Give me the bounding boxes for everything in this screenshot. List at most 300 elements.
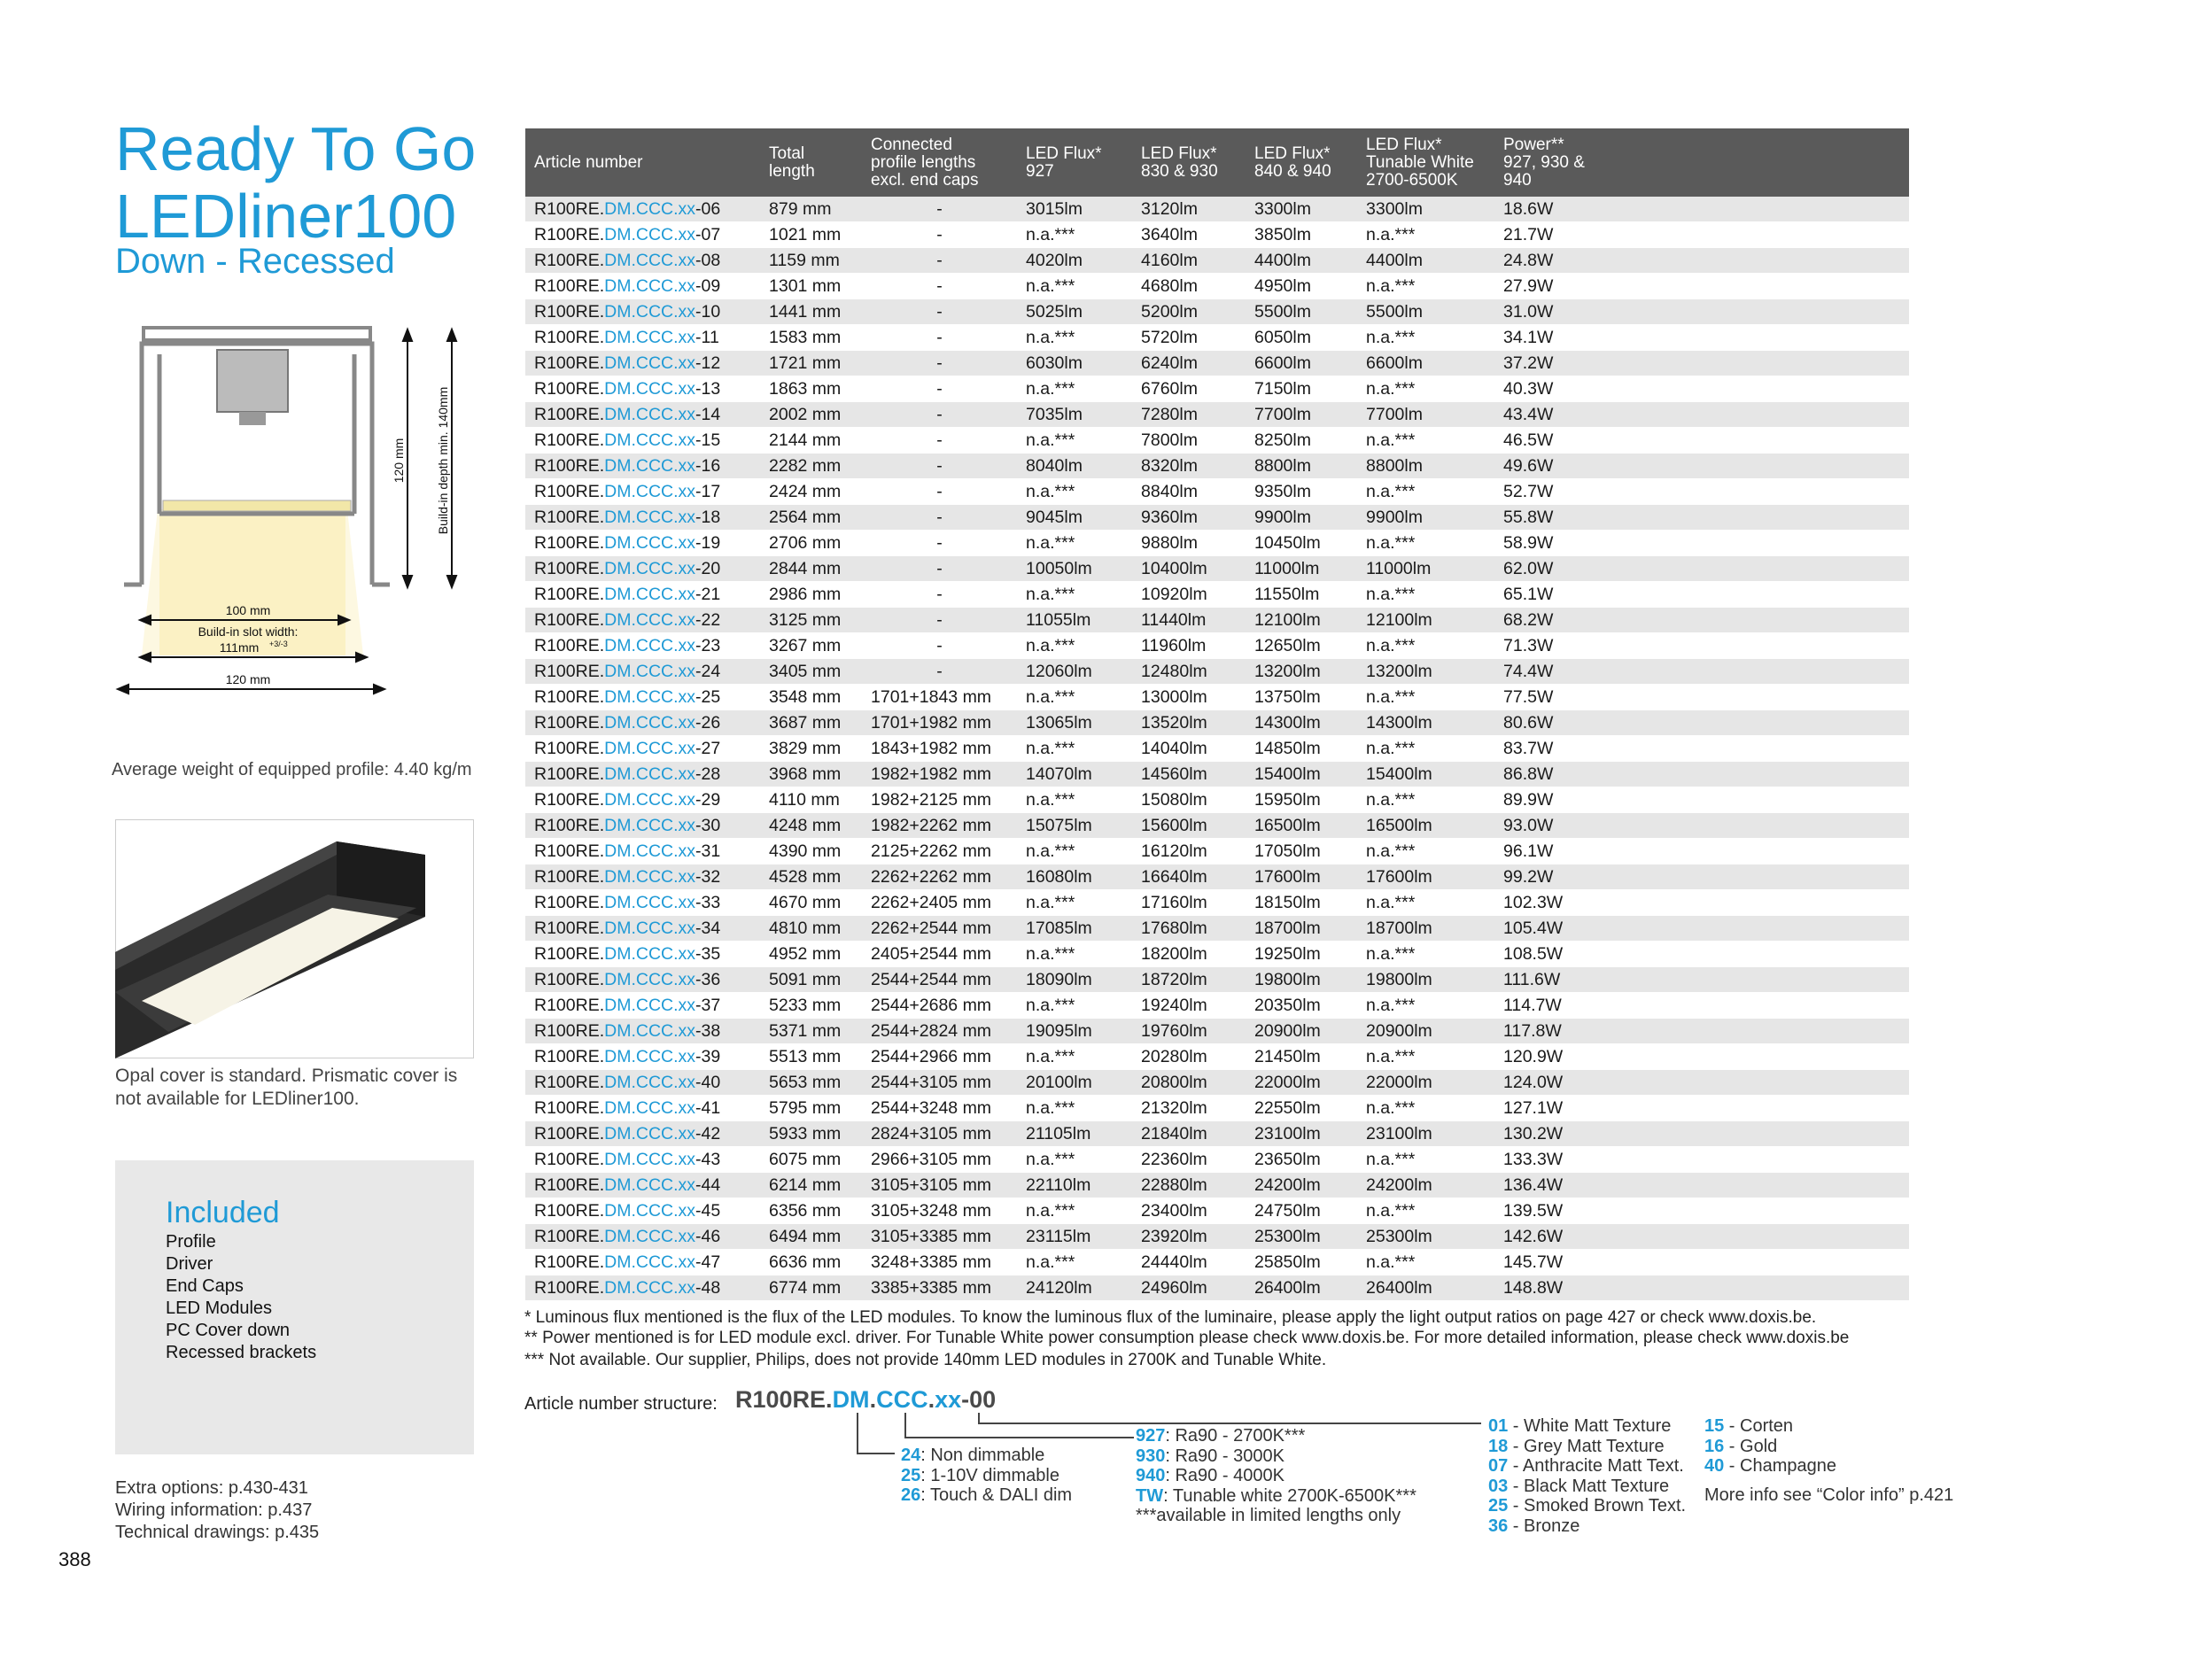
table-cell: 2002 mm <box>760 402 862 428</box>
article-prefix: R100RE. <box>534 1226 605 1246</box>
table-cell: 1721 mm <box>760 351 862 376</box>
article-prefix: R100RE. <box>534 275 605 296</box>
dim-120-width: 120 mm <box>225 672 271 686</box>
article-number-cell <box>525 839 760 864</box>
table-cell: 6356 mm <box>760 1198 862 1224</box>
article-suffix: -38 <box>695 1020 721 1041</box>
table-cell: 9350lm <box>1246 479 1357 505</box>
article-number-cell <box>525 299 760 325</box>
article-number-cell <box>525 916 760 942</box>
footnote-1: * Luminous flux mentioned is the flux of the LED modules. To know the luminous flux of the luminaire, please apply the light output ratios on page 427 or check www.doxis.be. <box>524 1308 1817 1327</box>
table-row <box>525 1121 1909 1147</box>
column-header <box>525 128 760 197</box>
table-cell: n.a.*** <box>1017 582 1132 608</box>
column-header-line: Total <box>769 143 805 163</box>
table-cell: 3105+3248 mm <box>862 1198 1017 1224</box>
table-cell: 14300lm <box>1357 710 1494 736</box>
table-cell: 16500lm <box>1357 813 1494 839</box>
table-cell: 20900lm <box>1357 1019 1494 1044</box>
article-variable-part: DM.CCC.xx <box>604 558 696 578</box>
table-cell: 6214 mm <box>760 1173 862 1198</box>
table-cell: n.a.*** <box>1357 633 1494 659</box>
table-cell: 1583 mm <box>760 325 862 351</box>
column-header-line: LED Flux* <box>1026 143 1102 163</box>
article-prefix: R100RE. <box>534 1097 605 1118</box>
table-cell: 24440lm <box>1132 1250 1246 1275</box>
article-prefix: R100RE. <box>534 532 605 553</box>
article-number-cell <box>525 813 760 839</box>
table-cell: n.a.*** <box>1017 479 1132 505</box>
table-cell: - <box>862 351 1017 376</box>
article-number-cell <box>525 248 760 274</box>
table-cell: 2706 mm <box>760 531 862 556</box>
table-cell: 14850lm <box>1246 736 1357 762</box>
table-row <box>525 942 1909 967</box>
table-cell: n.a.*** <box>1357 1044 1494 1070</box>
article-suffix: -25 <box>695 686 721 707</box>
article-prefix: R100RE. <box>534 404 605 424</box>
article-variable-part: DM.CCC.xx <box>604 1226 696 1246</box>
article-suffix: -26 <box>695 712 721 733</box>
article-variable-part: DM.CCC.xx <box>604 943 696 964</box>
table-cell: n.a.*** <box>1017 274 1132 299</box>
table-cell: 23100lm <box>1357 1121 1494 1147</box>
table-row <box>525 479 1909 505</box>
extra-info <box>115 1477 319 1544</box>
table-cell: 4680lm <box>1132 274 1246 299</box>
table-cell: - <box>862 197 1017 222</box>
table-cell: n.a.*** <box>1017 993 1132 1019</box>
code-part-dot: . <box>869 1386 877 1413</box>
table-cell: 55.8W <box>1494 505 1909 531</box>
article-variable-part: DM.CCC.xx <box>604 841 696 861</box>
table-cell: 23100lm <box>1246 1121 1357 1147</box>
legend-item: 26: Touch & DALI dim <box>901 1485 1073 1505</box>
column-header-line: 927, 930 & <box>1503 152 1585 172</box>
table-cell: n.a.*** <box>1357 479 1494 505</box>
table-cell: - <box>862 299 1017 325</box>
article-suffix: -39 <box>695 1046 721 1066</box>
cct-note: ***available in limited lengths only <box>1136 1506 1401 1525</box>
article-prefix: R100RE. <box>534 430 605 450</box>
table-cell: n.a.*** <box>1357 531 1494 556</box>
article-suffix: -30 <box>695 815 721 835</box>
list-item: Driver <box>166 1254 213 1274</box>
article-suffix: -27 <box>695 738 721 758</box>
table-cell: 6494 mm <box>760 1224 862 1250</box>
table-cell: 3248+3385 mm <box>862 1250 1017 1275</box>
legend-item: 03 - Black Matt Texture <box>1488 1476 1670 1496</box>
article-prefix: R100RE. <box>534 1072 605 1092</box>
article-number-cell <box>525 1070 760 1096</box>
article-prefix: R100RE. <box>534 943 605 964</box>
table-cell: 5091 mm <box>760 967 862 993</box>
table-cell: 117.8W <box>1494 1019 1909 1044</box>
table-cell: n.a.*** <box>1017 633 1132 659</box>
legend-item: 07 - Anthracite Matt Text. <box>1488 1456 1684 1476</box>
dim-120-height: 120 mm <box>392 438 406 484</box>
table-cell: 4950lm <box>1246 274 1357 299</box>
table-cell: - <box>862 222 1017 248</box>
table-row <box>525 1275 1909 1301</box>
column-header <box>1494 128 1909 197</box>
table-cell: 52.7W <box>1494 479 1909 505</box>
article-prefix: R100RE. <box>534 918 605 938</box>
article-number-cell <box>525 787 760 813</box>
table-cell: 4390 mm <box>760 839 862 864</box>
article-number-cell <box>525 685 760 710</box>
article-variable-part: DM.CCC.xx <box>604 866 696 887</box>
table-cell: 6760lm <box>1132 376 1246 402</box>
article-prefix: R100RE. <box>534 789 605 810</box>
table-cell: - <box>862 248 1017 274</box>
code-part-dimming: DM <box>832 1386 870 1413</box>
article-number-cell <box>525 1147 760 1173</box>
table-cell: 16120lm <box>1132 839 1246 864</box>
table-cell: 86.8W <box>1494 762 1909 787</box>
article-variable-part: DM.CCC.xx <box>604 815 696 835</box>
table-cell: - <box>862 659 1017 685</box>
color-legend-1 <box>1488 1416 1686 1536</box>
article-suffix: -28 <box>695 764 721 784</box>
article-prefix: R100RE. <box>534 609 605 630</box>
column-header-line: 840 & 940 <box>1254 161 1331 181</box>
article-prefix: R100RE. <box>534 327 605 347</box>
column-header-line: 830 & 930 <box>1141 161 1218 181</box>
structure-label: Article number structure: <box>524 1394 718 1414</box>
article-number-cell <box>525 402 760 428</box>
article-variable-part: DM.CCC.xx <box>604 275 696 296</box>
code-part-cct: CCC <box>876 1386 928 1413</box>
page-number: 388 <box>58 1548 91 1570</box>
article-variable-part: DM.CCC.xx <box>604 1277 696 1298</box>
article-variable-part: DM.CCC.xx <box>604 892 696 912</box>
table-cell: 1159 mm <box>760 248 862 274</box>
table-cell: n.a.*** <box>1017 787 1132 813</box>
table-cell: n.a.*** <box>1357 1198 1494 1224</box>
table-cell: 4160lm <box>1132 248 1246 274</box>
table-cell: 12060lm <box>1017 659 1132 685</box>
table-cell: 13200lm <box>1357 659 1494 685</box>
column-header-line: LED Flux* <box>1141 143 1217 163</box>
article-suffix: -17 <box>695 481 721 501</box>
table-row <box>525 376 1909 402</box>
article-suffix: -18 <box>695 507 721 527</box>
extra-info-line: Wiring information: p.437 <box>115 1500 313 1520</box>
table-cell: 23920lm <box>1132 1224 1246 1250</box>
table-cell: 1863 mm <box>760 376 862 402</box>
table-cell: 26400lm <box>1246 1275 1357 1301</box>
table-cell: 2544+3105 mm <box>862 1070 1017 1096</box>
article-variable-part: DM.CCC.xx <box>604 995 696 1015</box>
table-row <box>525 813 1909 839</box>
table-cell: 19760lm <box>1132 1019 1246 1044</box>
table-cell: n.a.*** <box>1017 222 1132 248</box>
table-cell: n.a.*** <box>1357 685 1494 710</box>
article-suffix: -09 <box>695 275 721 296</box>
table-cell: n.a.*** <box>1357 993 1494 1019</box>
table-cell: n.a.*** <box>1357 942 1494 967</box>
table-cell: 20100lm <box>1017 1070 1132 1096</box>
table-row <box>525 1173 1909 1198</box>
table-cell: 1701+1982 mm <box>862 710 1017 736</box>
table-row <box>525 1096 1909 1121</box>
article-variable-part: DM.CCC.xx <box>604 1072 696 1092</box>
article-prefix: R100RE. <box>534 198 605 219</box>
table-cell: 5200lm <box>1132 299 1246 325</box>
article-number-cell <box>525 633 760 659</box>
slot-width-label: Build-in slot width: <box>198 624 299 639</box>
table-cell: 6636 mm <box>760 1250 862 1275</box>
table-cell: 89.9W <box>1494 787 1909 813</box>
table-cell: 3548 mm <box>760 685 862 710</box>
article-prefix: R100RE. <box>534 995 605 1015</box>
legend-item: 40 - Champagne <box>1704 1456 1836 1476</box>
table-row <box>525 505 1909 531</box>
table-cell: 21840lm <box>1132 1121 1246 1147</box>
table-cell: 6050lm <box>1246 325 1357 351</box>
table-cell: 15400lm <box>1246 762 1357 787</box>
table-cell: 12480lm <box>1132 659 1246 685</box>
table-cell: 1301 mm <box>760 274 862 299</box>
table-cell: 2564 mm <box>760 505 862 531</box>
legend-item: 16 - Gold <box>1704 1436 1778 1456</box>
legend-item: 927: Ra90 - 2700K*** <box>1136 1426 1306 1446</box>
table-cell: 14070lm <box>1017 762 1132 787</box>
table-cell: 5513 mm <box>760 1044 862 1070</box>
table-cell: 25300lm <box>1246 1224 1357 1250</box>
article-variable-part: DM.CCC.xx <box>604 507 696 527</box>
article-prefix: R100RE. <box>534 892 605 912</box>
table-cell: 15400lm <box>1357 762 1494 787</box>
article-prefix: R100RE. <box>534 353 605 373</box>
included-title: Included <box>166 1196 280 1229</box>
table-cell: 13065lm <box>1017 710 1132 736</box>
article-prefix: R100RE. <box>534 661 605 681</box>
article-suffix: -45 <box>695 1200 721 1221</box>
article-prefix: R100RE. <box>534 1200 605 1221</box>
table-cell: - <box>862 531 1017 556</box>
table-cell: 6240lm <box>1132 351 1246 376</box>
article-suffix: -41 <box>695 1097 721 1118</box>
table-cell: 6600lm <box>1246 351 1357 376</box>
article-suffix: -19 <box>695 532 721 553</box>
table-cell: 17600lm <box>1357 864 1494 890</box>
column-header <box>862 128 1017 197</box>
table-cell: 19240lm <box>1132 993 1246 1019</box>
table-row <box>525 685 1909 710</box>
article-number-cell <box>525 222 760 248</box>
table-cell: 22000lm <box>1246 1070 1357 1096</box>
table-cell: 2282 mm <box>760 454 862 479</box>
table-cell: 5720lm <box>1132 325 1246 351</box>
table-cell: n.a.*** <box>1017 1250 1132 1275</box>
table-row <box>525 454 1909 479</box>
article-number-cell <box>525 376 760 402</box>
weight-note: Average weight of equipped profile: 4.40 kg/m <box>112 760 472 779</box>
color-legend-2 <box>1704 1416 1953 1505</box>
article-suffix: -36 <box>695 969 721 989</box>
table-cell: 4528 mm <box>760 864 862 890</box>
table-cell: 13750lm <box>1246 685 1357 710</box>
table-cell: 22880lm <box>1132 1173 1246 1198</box>
article-number-cell <box>525 197 760 222</box>
table-cell: 24960lm <box>1132 1275 1246 1301</box>
article-variable-part: DM.CCC.xx <box>604 969 696 989</box>
column-header-line: excl. end caps <box>871 170 979 190</box>
article-number-cell <box>525 1275 760 1301</box>
table-row <box>525 299 1909 325</box>
article-variable-part: DM.CCC.xx <box>604 481 696 501</box>
article-suffix: -33 <box>695 892 721 912</box>
table-cell: 18150lm <box>1246 890 1357 916</box>
article-number-cell <box>525 1250 760 1275</box>
table-cell: 10400lm <box>1132 556 1246 582</box>
table-cell: 3968 mm <box>760 762 862 787</box>
table-cell: 139.5W <box>1494 1198 1909 1224</box>
article-number-cell <box>525 351 760 376</box>
table-cell: - <box>862 608 1017 633</box>
table-cell: - <box>862 428 1017 454</box>
table-cell: 8250lm <box>1246 428 1357 454</box>
table-cell: 13520lm <box>1132 710 1246 736</box>
list-item: PC Cover down <box>166 1321 291 1340</box>
table-row <box>525 659 1909 685</box>
table-cell: 2544+2686 mm <box>862 993 1017 1019</box>
table-cell: - <box>862 556 1017 582</box>
table-cell: 4952 mm <box>760 942 862 967</box>
table-cell: - <box>862 454 1017 479</box>
table-cell: 14560lm <box>1132 762 1246 787</box>
list-item: End Caps <box>166 1276 244 1296</box>
column-header-line: LED Flux* <box>1254 143 1331 163</box>
table-cell: 3300lm <box>1357 197 1494 222</box>
table-cell: 3385+3385 mm <box>862 1275 1017 1301</box>
article-suffix: -42 <box>695 1123 721 1143</box>
table-cell: 19095lm <box>1017 1019 1132 1044</box>
table-cell: 24.8W <box>1494 248 1909 274</box>
table-cell: 74.4W <box>1494 659 1909 685</box>
legend-item: 15 - Corten <box>1704 1416 1794 1436</box>
table-cell: 4020lm <box>1017 248 1132 274</box>
table-cell: 62.0W <box>1494 556 1909 582</box>
footnote-2: ** Power mentioned is for LED module excl. driver. For Tunable White power consumption please check www.doxis.be. For more detailed information, please check www.doxis.be <box>524 1329 1850 1347</box>
column-header <box>760 128 862 197</box>
table-cell: 2544+2824 mm <box>862 1019 1017 1044</box>
table-cell: 17600lm <box>1246 864 1357 890</box>
table-cell: - <box>862 274 1017 299</box>
article-variable-part: DM.CCC.xx <box>604 301 696 322</box>
legend-item: 24: Non dimmable <box>901 1446 1045 1465</box>
article-suffix: -15 <box>695 430 721 450</box>
table-cell: 136.4W <box>1494 1173 1909 1198</box>
table-cell: 108.5W <box>1494 942 1909 967</box>
table-cell: - <box>862 325 1017 351</box>
column-header <box>1246 128 1357 197</box>
table-cell: 15075lm <box>1017 813 1132 839</box>
table-cell: 133.3W <box>1494 1147 1909 1173</box>
table-cell: 10450lm <box>1246 531 1357 556</box>
article-variable-part: DM.CCC.xx <box>604 1252 696 1272</box>
color-info-note: More info see “Color info” p.421 <box>1704 1485 1954 1505</box>
article-number-cell <box>525 1019 760 1044</box>
table-cell: 3850lm <box>1246 222 1357 248</box>
table-cell: n.a.*** <box>1357 1147 1494 1173</box>
article-number-cell <box>525 993 760 1019</box>
article-prefix: R100RE. <box>534 481 605 501</box>
table-cell: n.a.*** <box>1357 736 1494 762</box>
article-variable-part: DM.CCC.xx <box>604 1020 696 1041</box>
table-cell: 2125+2262 mm <box>862 839 1017 864</box>
article-number-cell <box>525 556 760 582</box>
article-variable-part: DM.CCC.xx <box>604 250 696 270</box>
article-prefix: R100RE. <box>534 250 605 270</box>
table-cell: 10050lm <box>1017 556 1132 582</box>
table-cell: - <box>862 633 1017 659</box>
article-suffix: -11 <box>695 327 719 347</box>
table-cell: 16080lm <box>1017 864 1132 890</box>
article-number-cell <box>525 428 760 454</box>
table-cell: 1982+2125 mm <box>862 787 1017 813</box>
article-number-cell <box>525 659 760 685</box>
table-cell: 20350lm <box>1246 993 1357 1019</box>
table-cell: 11000lm <box>1246 556 1357 582</box>
table-cell: 22000lm <box>1357 1070 1494 1096</box>
table-cell: 93.0W <box>1494 813 1909 839</box>
table-cell: 15950lm <box>1246 787 1357 813</box>
article-variable-part: DM.CCC.xx <box>604 198 696 219</box>
table-cell: 11055lm <box>1017 608 1132 633</box>
table-row <box>525 762 1909 787</box>
table-cell: 7800lm <box>1132 428 1246 454</box>
article-variable-part: DM.CCC.xx <box>604 1046 696 1066</box>
extra-info-line: Extra options: p.430-431 <box>115 1478 308 1498</box>
article-number-cell <box>525 762 760 787</box>
structure-code <box>735 1386 996 1414</box>
table-row <box>525 1070 1909 1096</box>
table-cell: 27.9W <box>1494 274 1909 299</box>
table-cell: 3267 mm <box>760 633 862 659</box>
slot-width-value: 111mm <box>219 640 260 655</box>
list-item: Profile <box>166 1232 216 1252</box>
article-suffix: -07 <box>695 224 721 244</box>
table-cell: 105.4W <box>1494 916 1909 942</box>
column-header-line: Tunable White <box>1366 152 1474 172</box>
code-part-suffix: -00 <box>961 1386 997 1413</box>
table-cell: 124.0W <box>1494 1070 1909 1096</box>
title-line1: Ready To Go <box>115 114 477 183</box>
legend-item: 01 - White Matt Texture <box>1488 1416 1672 1436</box>
column-header-line: LED Flux* <box>1366 135 1442 154</box>
table-cell: 3640lm <box>1132 222 1246 248</box>
table-cell: n.a.*** <box>1017 531 1132 556</box>
article-prefix: R100RE. <box>534 815 605 835</box>
code-part-color: xx <box>935 1386 962 1413</box>
article-prefix: R100RE. <box>534 969 605 989</box>
table-cell: n.a.*** <box>1017 1096 1132 1121</box>
table-cell: 3105+3385 mm <box>862 1224 1017 1250</box>
table-cell: 13000lm <box>1132 685 1246 710</box>
table-cell: 7150lm <box>1246 376 1357 402</box>
table-row <box>525 736 1909 762</box>
table-cell: 8840lm <box>1132 479 1246 505</box>
table-cell: 1982+2262 mm <box>862 813 1017 839</box>
table-cell: 6075 mm <box>760 1147 862 1173</box>
list-item: Recessed brackets <box>166 1343 317 1362</box>
table-cell: n.a.*** <box>1017 839 1132 864</box>
article-prefix: R100RE. <box>534 1252 605 1272</box>
table-cell: 22550lm <box>1246 1096 1357 1121</box>
